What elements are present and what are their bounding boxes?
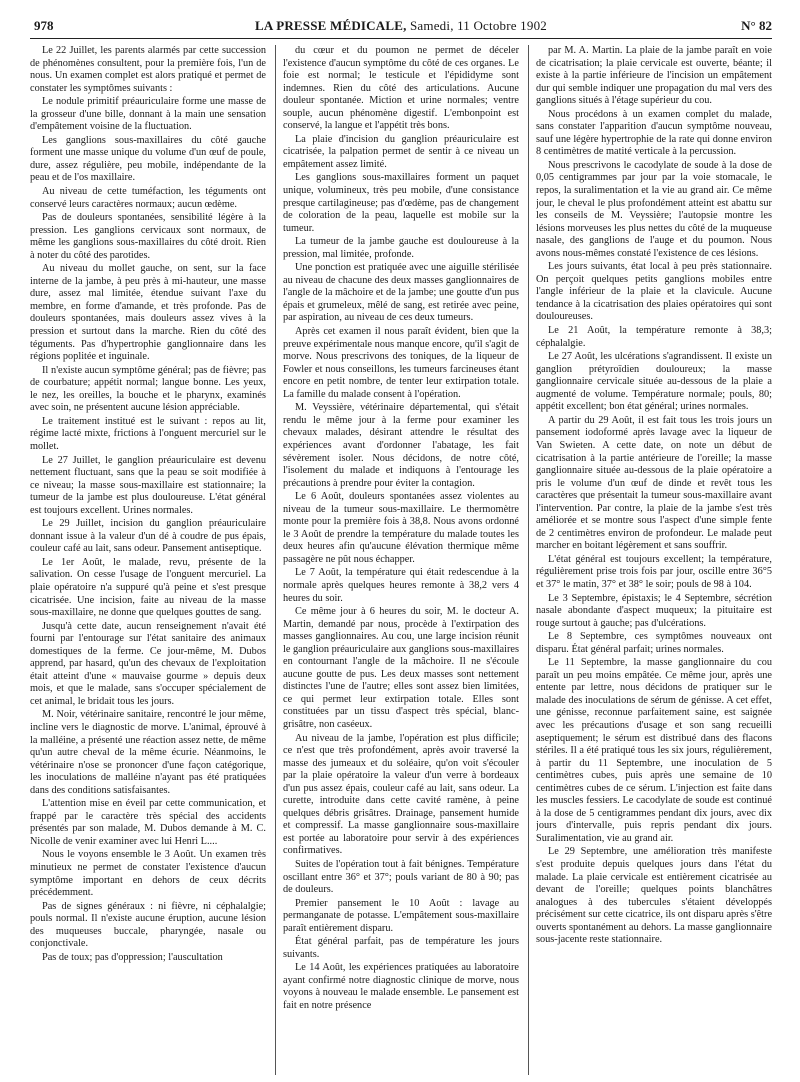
paragraph: du cœur et du poumon ne permet de déceler l'existence d'aucun symptôme du côté de ces organes. Le foie est normal; le testicule et l'épididyme sont indemnes. Rien du côté des articulations. Aucune douleur spontanée. Miction et urine normales; ventre souple, aucun phénomène digestif. L'embonpoint est conservé, la langue et l'appétit très bons. [283, 45, 519, 132]
issue-number: N° 82 [741, 18, 772, 33]
paragraph: Premier pansement le 10 Août : lavage au permanganate de potasse. L'empâtement sous-maxillaire paraît entièrement disparu. [283, 897, 519, 934]
paragraph: Le 6 Août, douleurs spontanées assez violentes au niveau de la tumeur sous-maxillaire. Le thermomètre monte pour la première fois à 38,8. Nous avons ordonné le 3 Août de prendre la température du malade toutes les deux heures afin qu'aucune élévation thermique même passagère ne pût nous échapper. [283, 491, 519, 565]
paragraph: Le 11 Septembre, la masse ganglionnaire du cou paraît un peu moins empâtée. Ce même jour, après une entente par lettre, nous décidons de pratiquer sur le malade des inoculations de sérum de génisse. A cet effet, une génisse, reconnue parfaitement saine, est saignée avec les précautions d'usage et son sang recueilli aseptiquement; le sérum est distribué dans des flacons stériles. Il a été pratiqué tous les six jours, régulièrement, à partir du 11 Septembre, une inoculation de 5 centimètres cubes, puis après une semaine de 10 centimètres cubes de ce sérum. L'injection est faite dans les muscles fessiers. Le cacodylate de soude est continué à la dose de 5 centigrammes pendant dix jours, avec dix jours d'intervalle, puis repris pendant dix jours. Suralimentation, vie au grand air. [536, 657, 772, 844]
paragraph: M. Veyssière, vétérinaire départemental, qui s'était rendu le même jour à la ferme pour examiner les chevaux malades, désirant attendre le résultat des expériences avant d'ordonner l'abatage, les fait sévèrement isoler. Nous décidons, de notre côté, l'isolement du malade et indiquons à l'entourage les précautions à prendre pour éviter la contagion. [283, 402, 519, 489]
paragraph: Les jours suivants, état local à peu près stationnaire. On perçoit quelques petits ganglions mobiles entre l'angle inférieur de la plaie et la clavicule. Aucune tendance à la cicatrisation des plaies opératoires qui sont douloureuses. [536, 261, 772, 323]
paragraph: Les ganglions sous-maxillaires forment un paquet unique, volumineux, très peu mobile, d'une consistance presque cartilagineuse; pas d'œdème, pas de changement de coloration de la peau, laquelle est mobile sur la tumeur. [283, 172, 519, 234]
paragraph: Une ponction est pratiquée avec une aiguille stérilisée au niveau de chacune des deux masses ganglionnaires de l'angle de la mâchoire et de la jambe; une goutte d'un pus épais et grumeleux, mêlé de sang, est retirée avec peine, par aspiration, au niveau de ces deux tumeurs. [283, 262, 519, 324]
article-body [30, 45, 772, 1075]
paragraph: Nous le voyons ensemble le 3 Août. Un examen très minutieux ne permet de constater l'existence d'aucun symptôme important en dehors de ceux décrits précédemment. [30, 849, 266, 899]
column-divider [528, 45, 529, 1075]
text-column-2 [283, 45, 519, 1075]
paragraph: La plaie d'incision du ganglion préauriculaire est cicatrisée, la palpation permet de sentir à ce niveau un empâtement assez limité. [283, 133, 519, 170]
paragraph: par M. A. Martin. La plaie de la jambe paraît en voie de cicatrisation; la plaie cervicale est ouverte, béante; il existe à la partie inférieure de l'incision un empâtement dur qui semble indiquer une propagation du mal vers des ganglions situés à l'étage supérieur du cou. [536, 45, 772, 107]
paragraph: Au niveau de cette tuméfaction, les téguments ont conservé leurs caractères normaux; aucun œdème. [30, 186, 266, 210]
paragraph: Le 8 Septembre, ces symptômes nouveaux ont disparu. État général parfait; urines normales. [536, 631, 772, 655]
paragraph: Le 27 Juillet, le ganglion préauriculaire est devenu nettement fluctuant, sans que la peau se soit modifiée à ce niveau; la masse sous-maxillaire est stationnaire; la tumeur de la jambe est plus douloureuse. L'état général est toujours excellent. Urines normales. [30, 454, 266, 516]
paragraph: Au niveau de la jambe, l'opération est plus difficile; ce n'est que très profondément, après avoir traversé la masse des jumeaux et du soléaire, qu'on voit s'écouler par la plaie opératoire la valeur d'un verre à bordeaux d'un pus assez épais, couleur café au lait, sans odeur. La curette, introduite dans cette cavité ramène, à peine quelques débris grisâtres. Drainage, pansement humide et compressif. La masse ganglionnaire sous-maxillaire est portée au laboratoire pour servir à des expériences confirmatives. [283, 732, 519, 857]
paragraph: Le 1er Août, le malade, revu, présente de la salivation. On cesse l'usage de l'onguent mercuriel. La plaie opératoire n'a suppuré qu'à peine et s'est presque cicatrisée. Une incision, faite au niveau de la masse sous-maxillaire, ne donne que quelques gouttes de sang. [30, 556, 266, 619]
paragraph: Au niveau du mollet gauche, on sent, sur la face interne de la jambe, à peu près à mi-hauteur, une masse dure, assez mal limitée, étendue suivant l'axe du membre, en forme d'amande, et très profonde. Pas de douleurs spontanées, mais douleurs assez vives à la pression et surtout dans la marche. Rien du côté des téguments. Pas d'hypertrophie ganglionnaire dans les régions poplitée et inguinale. [30, 263, 266, 363]
page-number: 978 [34, 18, 54, 33]
paragraph: Le 3 Septembre, épistaxis; le 4 Septembre, sécrétion nasale abondante d'aspect muqueux; la pituitaire est rouge surtout à gauche; pas d'ulcérations. [536, 592, 772, 629]
paragraph: La tumeur de la jambe gauche est douloureuse à la pression, mal limitée, profonde. [283, 236, 519, 260]
paragraph: Pas de signes généraux : ni fièvre, ni céphalalgie; pouls normal. Il n'existe aucune éruption, aucune lésion des muqueuses buccale, pharyngée, nasale ou conjonctivale. [30, 900, 266, 950]
running-title [30, 18, 772, 34]
paragraph: Pas de douleurs spontanées, sensibilité légère à la pression. Les ganglions cervicaux sont normaux, de même les ganglions sous-maxillaires du côté droit. Rien à noter du côté des parotides. [30, 212, 266, 261]
paragraph: Pas de toux; pas d'oppression; l'auscultation [42, 951, 223, 963]
paragraph: Le nodule primitif préauriculaire forme une masse de la grosseur d'une bille, donnant à la main une sensation d'empâtement voisine de la fluctuation. [30, 96, 266, 133]
paragraph: Suites de l'opération tout à fait bénignes. Température oscillant entre 36° et 37°; pouls variant de 80 à 90; pas de douleurs. [283, 859, 519, 896]
paragraph: Nous procédons à un examen complet du malade, sans constater l'apparition d'aucun symptôme nouveau, sauf une légère hypertrophie de la rate qui donne environ 8 centimètres de matité verticale à la percussion. [536, 108, 772, 158]
paragraph: M. Noir, vétérinaire sanitaire, rencontré le jour même, incline vers le diagnostic de morve. L'animal, éprouvé à la malléine, a présenté une réaction assez nette, de même qu'un autre cheval de la même écurie. Néanmoins, le vétérinaire n'ose se prononcer d'une façon catégorique, les inoculations de malléine n'ayant pas été pratiquées dans des conditions satisfaisantes. [30, 709, 266, 796]
publication-name: LA PRESSE MÉDICALE, [255, 18, 407, 33]
paragraph: L'attention mise en éveil par cette communication, et frappé par le caractère très spécial des accidents présentés par son malade, M. Dubos demande à M. C. Nicolle de venir examiner avec lui Henri L.... [30, 798, 266, 847]
paragraph: Le 21 Août, la température remonte à 38,3; céphalalgie. [536, 325, 772, 349]
paragraph: Jusqu'à cette date, aucun renseignement n'avait été fourni par l'entourage sur l'état sanitaire des animaux domestiques de la ferme. Ce jour-même, M. Dubos apprend, par hasard, qu'un des chevaux de l'exploitation était atteint d'une « mauvaise gourme » depuis deux mois, et que le malade, sans s'occuper spécialement de cet animal, le bridait tous les jours. [30, 620, 266, 707]
paragraph: Le 14 Août, les expériences pratiquées au laboratoire ayant confirmé notre diagnostic clinique de morve, nous voyons à nouveau le malade ensemble. Le pansement est fait en notre présence [283, 962, 519, 1012]
paragraph: Le 7 Août, la température qui était redescendue à la normale après quelques heures remonte à 38,2 vers 4 heures du soir. [283, 567, 519, 604]
column-divider [275, 45, 276, 1075]
text-column-3 [536, 45, 772, 1075]
paragraph: Le 27 Août, les ulcérations s'agrandissent. Il existe un ganglion prétyroïdien douloureux; la masse ganglionnaire cervicale située au-dessous de la plaie a augmenté de volume. Température normale; pouls, 80; appétit excellent; bon état général; urines normales. [536, 351, 772, 413]
paragraph: Le traitement institué est le suivant : repos au lit, régime lacté mixte, frictions à l'onguent mercuriel sur le mollet. [30, 415, 266, 452]
paragraph: L'état général est toujours excellent; la température, régulièrement prise trois fois par jour, oscille entre 36°5 et 37° le matin, 37° et 38° le soir; pouls de 98 à 104. [536, 553, 772, 590]
paragraph: État général parfait, pas de température les jours suivants. [283, 936, 519, 960]
paragraph: A partir du 29 Août, il est fait tous les trois jours un pansement iodoformé après lavage avec la liqueur de Van Swieten. A cette date, on note un début de cicatrisation à la partie antérieure de l'oreille; la masse ganglionnaire située au-dessous de la plaie opératoire a pris le volume d'un œuf de dinde et revêt tous les caractères que présentait la tumeur sous-maxillaire avant l'intervention. Par contre, la plaie de la jambe s'est très améliorée et se montre sous l'aspect d'une simple fente de 2 centimètres environ de profondeur. Le malade peut marcher en boitant légèrement et sans souffrir. [536, 414, 772, 552]
header-rule [30, 38, 772, 39]
paragraph: Après cet examen il nous paraît évident, bien que la preuve expérimentale nous manque encore, qu'il s'agit de morve. Nous prescrivons des toniques, de la liqueur de Fowler et nous conseillons, les tumeurs farcineuses étant encore en petit nombre, de tenter leur extirpation totale. La famille du malade consent à l'opération. [283, 326, 519, 400]
paragraph: Le 22 Juillet, les parents alarmés par cette succession de phénomènes consultent, pour la première fois, l'un de nous. Un examen complet est alors pratiqué et permet de constater les symptômes suivants : [30, 45, 266, 94]
paragraph: Le 29 Septembre, une amélioration très manifeste s'est produite depuis quelques jours dans l'état du malade. La plaie cervicale est entièrement cicatrisée au devant de l'oreille; quelques points blanchâtres analogues à des tubercules s'étaient développés précisément sur cette cicatrice, ils ont disparu après s'être ouverts spontanément au dehors. La masse ganglionnaire sous-jacente reste stationnaire. [536, 846, 772, 946]
paragraph: Il n'existe aucun symptôme général; pas de fièvre; pas de courbature; appétit normal; langue bonne. Les yeux, le nez, les oreilles, la bouche et le pharynx, examinés avec soin, ne présentent aucune lésion appréciable. [30, 364, 266, 414]
paragraph: Les ganglions sous-maxillaires du côté gauche forment une masse unique du volume d'un œuf de poule, dure, assez régulière, peu mobile, indépendante de la peau et de l'os maxillaire. [30, 134, 266, 184]
issue-date: Samedi, 11 Octobre 1902 [410, 18, 547, 33]
paragraph: Le 29 Juillet, incision du ganglion préauriculaire donnant issue à la valeur d'un dé à coudre de pus épais, couleur café au lait, sans odeur. Pansement antiseptique. [30, 518, 266, 555]
paragraph: Ce même jour à 6 heures du soir, M. le docteur A. Martin, demandé par nous, procède à l'extirpation des masses ganglionnaires. Au cou, une large incision réunit le ganglion préauriculaire aux ganglions sous-maxillaires en contournant l'angle de la mâchoire. Il ne s'écoule aucune goutte de pus. Les deux masses sont nettement distinctes l'une de l'autre; elles sont assez bien limitées, ce qui permet leur extirpation totale. Elles sont constituées par un tissu d'aspect très spécial, blanc-grisâtre, non caséeux. [283, 606, 519, 730]
paragraph: Nous prescrivons le cacodylate de soude à la dose de 0,05 centigrammes par jour par la voie stomacale, le repos, la suralimentation et la vie au grand air. Ce même jour, le cheval le plus profondément atteint est abattu sur les conseils de M. Veyssière; l'autopsie montre les lésions morveuses les plus nettes du côté de la muqueuse nasale, des ganglions de l'auge et du poumon. Nous avons nous-mêmes constaté l'existence de ces lésions. [536, 159, 772, 259]
text-column-1 [30, 45, 266, 1075]
